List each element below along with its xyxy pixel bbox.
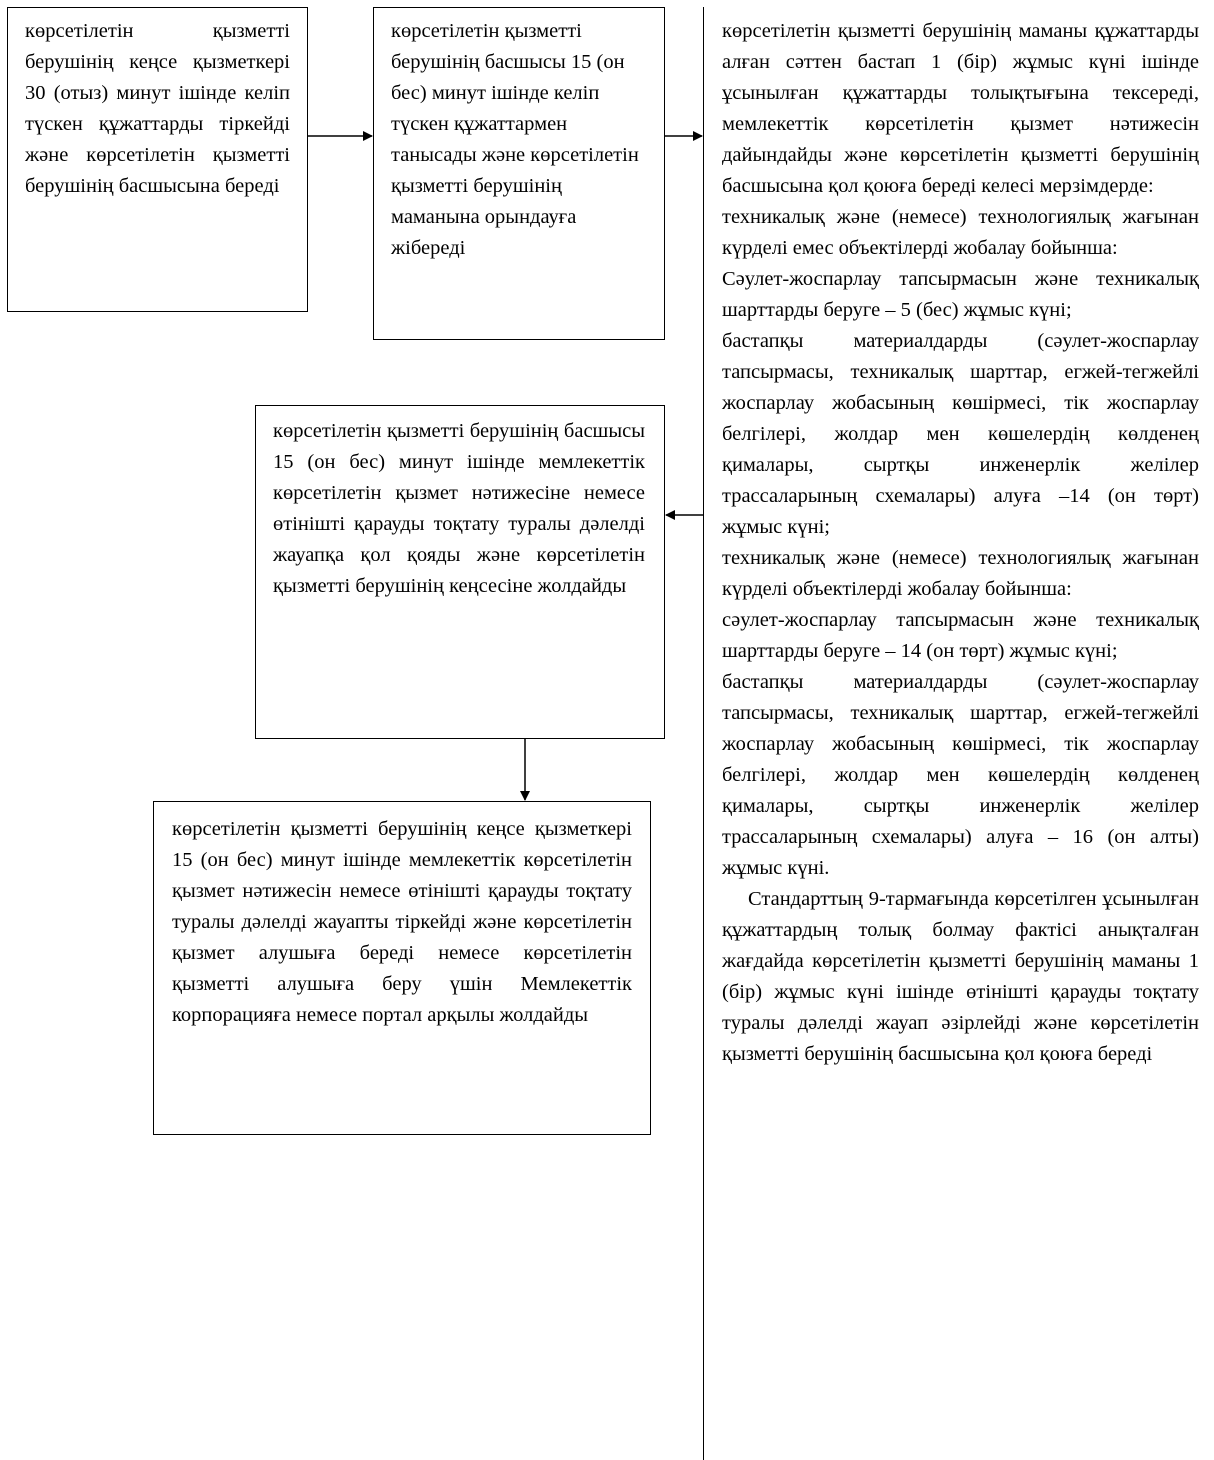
step-3-paragraph: техникалық және (немесе) технологиялық жағынан күрделі объектілерді жобалау бойынша: <box>722 547 1199 600</box>
step-2-text: көрсетілетін қызметті берушінің басшысы 15 (он бес) минут ішінде келіп түскен құжаттармен танысады және көрсетілетін қызметті берушінің маманына орындауға жібереді <box>391 20 639 259</box>
step-3-paragraph: техникалық және (немесе) технологиялық жағынан күрделі емес объектілерді жобалау бойынша: <box>722 206 1199 259</box>
step-5-text: көрсетілетін қызметті берушінің кеңсе қызметкері 15 (он бес) минут ішінде мемлекеттік көрсетілетін қызмет нәтижесін немесе өтінішті қарауды тоқтату туралы дәлелді жауапты тіркейді және көрсетілетін қызмет алушыға береді немесе көрсетілетін қызметті алушыға беру үшін Мемлекеттік корпорацияға немесе портал арқылы жолдайды <box>172 818 632 1026</box>
step-3-text <box>722 16 1199 1070</box>
step-3-paragraph: бастапқы материалдарды (сәулет-жоспарлау тапсырмасы, техникалық шарттар, егжей-тегжейлі жоспарлау жобасының көшірмесі, тік жоспарлау белгілері, жолдар мен көшелердің көлденең қималары, сыртқы инженерлік желілер трассаларының схемалары) алуға – 16 (он алты) жұмыс күні. <box>722 671 1199 879</box>
step-3-paragraph: Стандарттың 9-тармағында көрсетілген ұсынылған құжаттардың толық болмау фактісі анықталған жағдайда көрсетілетін қызметті берушінің маманы 1 (бір) жұмыс күні ішінде өтінішті қарауды тоқтату туралы дәлелді жауап әзірлейді және көрсетілетін қызметті берушінің басшысына қол қоюға береді <box>722 888 1199 1065</box>
step-3-paragraph: бастапқы материалдарды (сәулет-жоспарлау тапсырмасы, техникалық шарттар, егжей-тегжейлі жоспарлау жобасының көшірмесі, тік жоспарлау белгілері, жолдар мен көшелердің көлденең қималары, сыртқы инженерлік желілер трассаларының схемалары) алуға –14 (он төрт) жұмыс күні; <box>722 330 1199 538</box>
step-3-paragraph: көрсетілетін қызметті берушінің маманы құжаттарды алған сәттен бастап 1 (бір) жұмыс күні ішінде ұсынылған құжаттарды толықтығына тексереді, мемлекеттік көрсетілетін қызмет нәтижесін дайындайды және көрсетілетін қызметті берушінің басшысына қол қоюға береді келесі мерзімдерде: <box>722 20 1199 197</box>
step-3-left-border <box>703 7 704 1460</box>
step-1-text: көрсетілетін қызметті берушінің кеңсе қызметкері 30 (отыз) минут ішінде келіп түскен құжаттарды тіркейді және көрсетілетін қызметті берушінің басшысына береді <box>25 20 290 197</box>
step-3-paragraph: Сәулет-жоспарлау тапсырмасын және техникалық шарттарды беруге – 5 (бес) жұмыс күні; <box>722 268 1199 321</box>
step-4-text: көрсетілетін қызметті берушінің басшысы 15 (он бес) минут ішінде мемлекеттік көрсетілетін қызмет нәтижесіне немесе өтінішті қарауды тоқтату туралы дәлелді жауапқа қол қояды және көрсетілетін қызметті берушінің кеңсесіне жолдайды <box>273 420 645 597</box>
step-3-paragraph: сәулет-жоспарлау тапсырмасын және техникалық шарттарды беруге – 14 (он төрт) жұмыс күні; <box>722 609 1199 662</box>
